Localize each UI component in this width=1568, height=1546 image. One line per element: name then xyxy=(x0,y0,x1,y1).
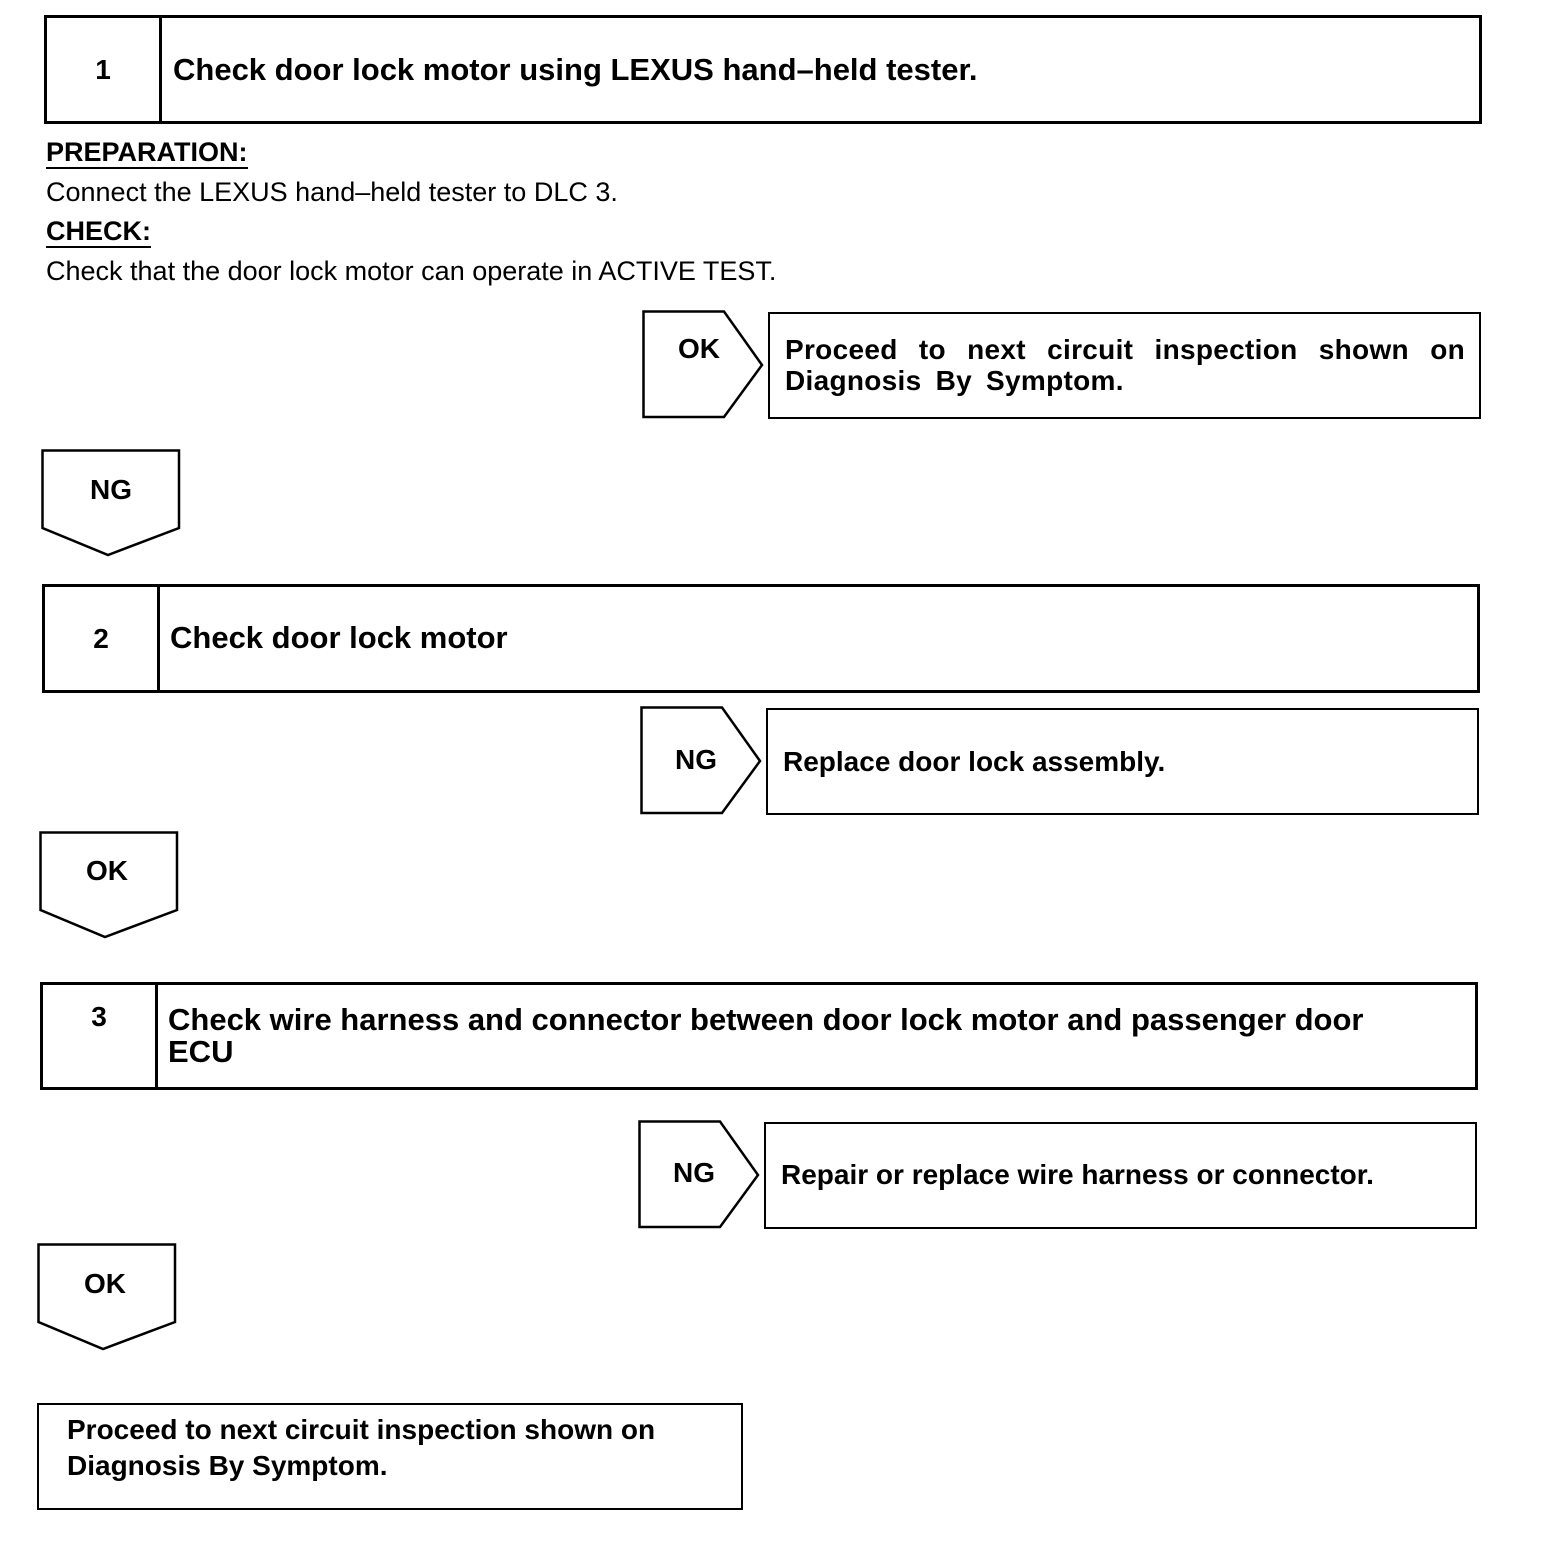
step-1-ng-label: NG xyxy=(90,474,132,505)
check-label: CHECK: xyxy=(46,216,151,246)
step-3-number: 3 xyxy=(43,985,158,1087)
step-1-number: 1 xyxy=(47,18,162,121)
step-1-ok-label: OK xyxy=(678,333,720,364)
step-1-box xyxy=(44,15,1482,124)
step-2-box xyxy=(42,584,1480,693)
preparation-label: PREPARATION: xyxy=(46,137,248,167)
step-1-ok-result-text: Proceed to next circuit inspection shown on Diagnosis By Symptom. xyxy=(785,334,1465,396)
final-result-text: Proceed to next circuit inspection shown on Diagnosis By Symptom. xyxy=(67,1414,656,1481)
step-3-ng-result xyxy=(764,1122,1477,1229)
step-3-title: Check wire harness and connector between door lock motor and passenger door ECU xyxy=(168,1002,1364,1069)
check-text: Check that the door lock motor can operate in ACTIVE TEST. xyxy=(46,256,777,286)
step-3-ng-label: NG xyxy=(673,1157,715,1188)
ok-arrow-right-icon xyxy=(642,310,766,420)
step-2-ng-label: NG xyxy=(675,744,717,775)
step-1-title: Check door lock motor using LEXUS hand–held tester. xyxy=(173,52,978,87)
step-2-number: 2 xyxy=(45,587,160,690)
final-result-box xyxy=(37,1403,743,1510)
step-1-ok-result xyxy=(768,312,1481,419)
step-3-ng-result-text: Repair or replace wire harness or connector. xyxy=(781,1159,1374,1190)
preparation-text: Connect the LEXUS hand–held tester to DLC 3. xyxy=(46,177,618,207)
step-2-ng-result xyxy=(766,708,1479,815)
step-2-ng-result-text: Replace door lock assembly. xyxy=(783,746,1166,777)
step-2-ok-label: OK xyxy=(86,855,128,886)
step-3-ok-label: OK xyxy=(84,1268,126,1299)
step-3-box xyxy=(40,982,1478,1090)
step-2-title: Check door lock motor xyxy=(170,620,508,655)
